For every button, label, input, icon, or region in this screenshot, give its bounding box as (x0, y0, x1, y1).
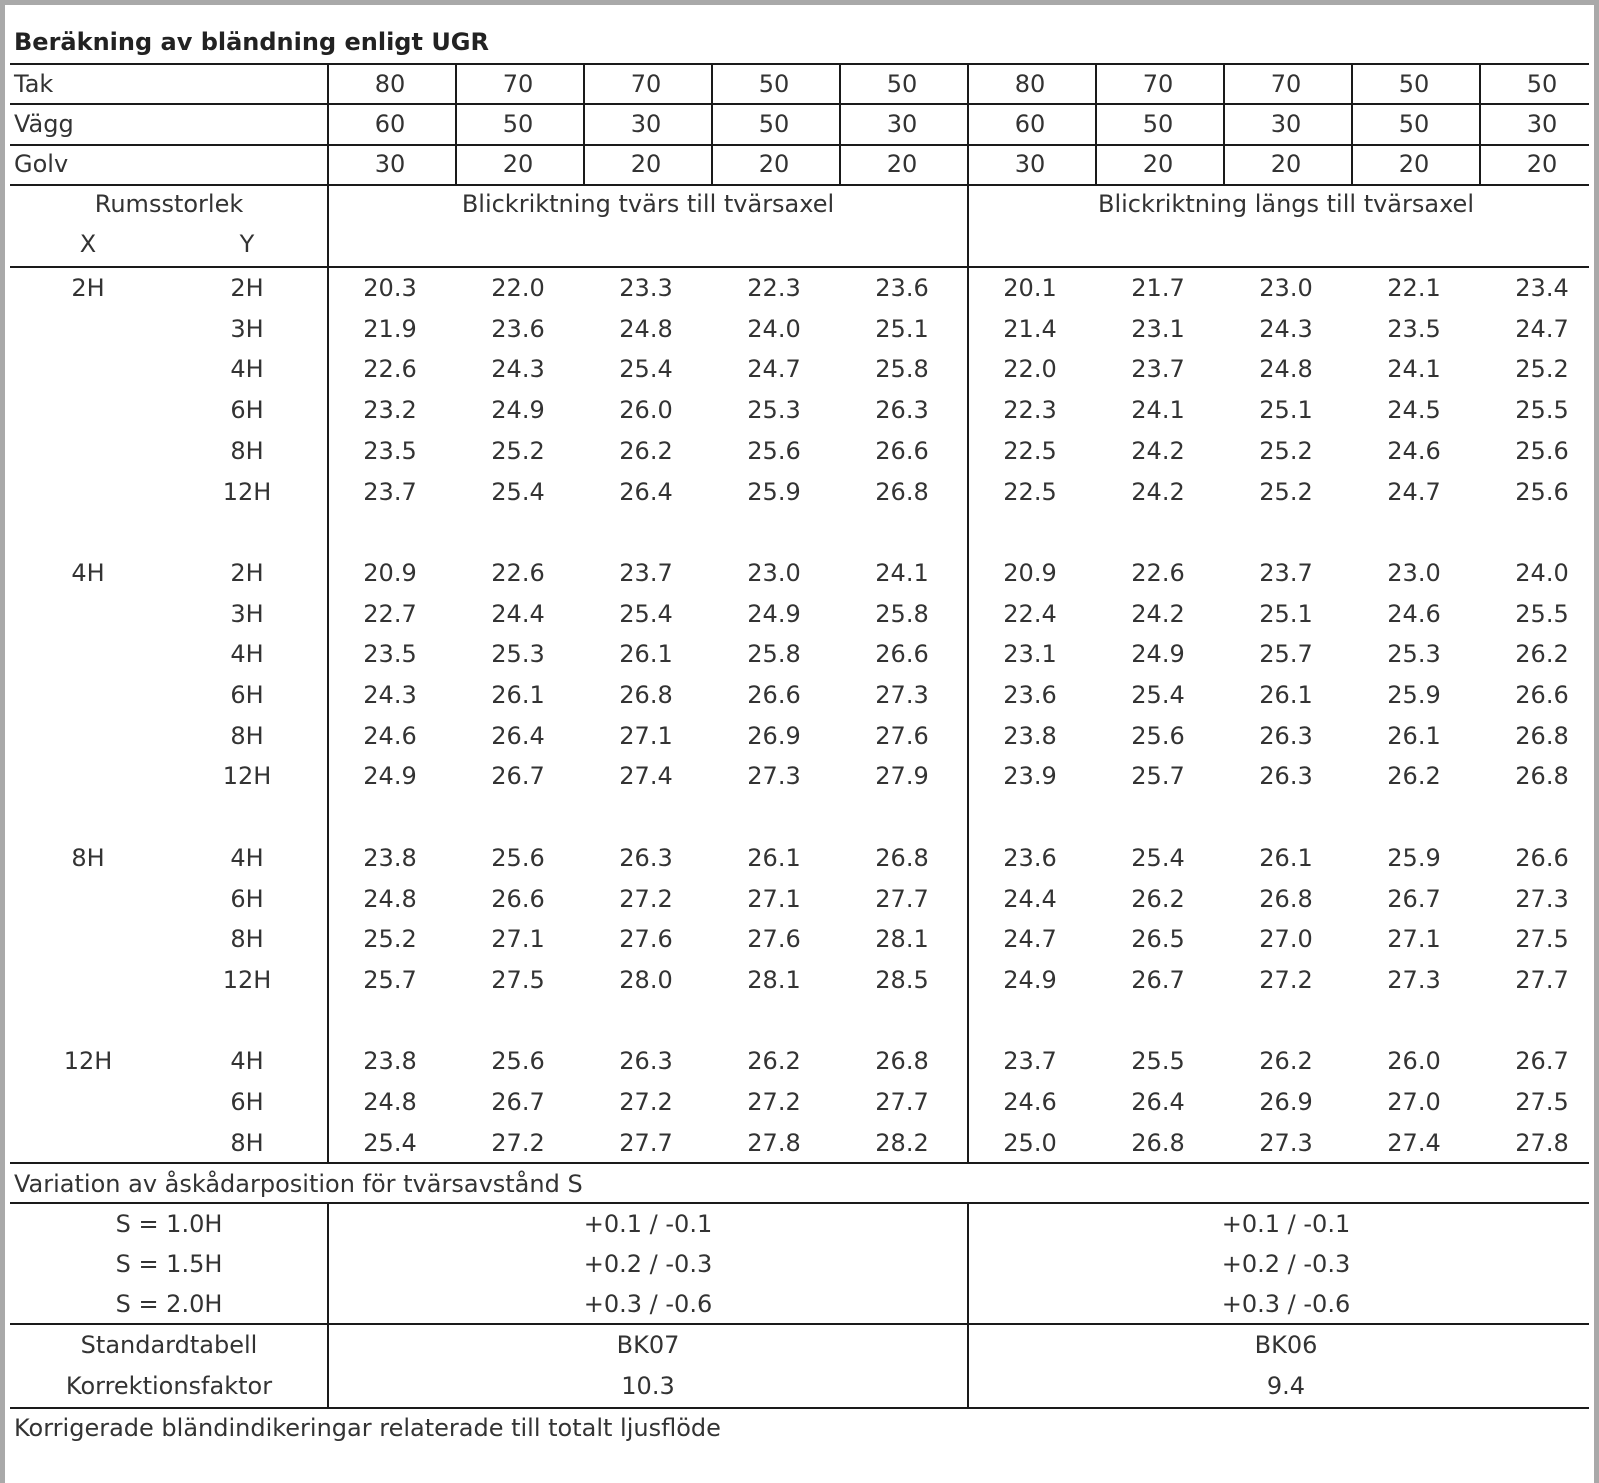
rule (1095, 63, 1097, 184)
ugr-value-cell: 23.9 (1003, 762, 1057, 790)
reflectance-cell: 20 (630, 150, 662, 178)
ugr-value-cell: 21.7 (1131, 274, 1185, 302)
reflectance-cell: 50 (758, 110, 790, 138)
reflectance-cell: 20 (1270, 150, 1302, 178)
rule (839, 63, 841, 184)
ugr-value-cell: 25.0 (1003, 1129, 1057, 1157)
ugr-value-cell: 26.1 (1387, 722, 1441, 750)
ugr-value-cell: 24.9 (491, 396, 545, 424)
rule (10, 266, 1589, 268)
reflectance-cell: 50 (502, 110, 534, 138)
room-x-value: 12H (63, 1047, 113, 1075)
ugr-value-cell: 23.7 (619, 559, 673, 587)
ugr-value-cell: 25.6 (491, 1047, 545, 1075)
ugr-value-cell: 26.7 (1387, 885, 1441, 913)
ugr-value-cell: 23.8 (363, 1047, 417, 1075)
direction-header-along: Blickriktning längs till tvärsaxel (1098, 190, 1474, 218)
ugr-value-cell: 25.3 (1387, 640, 1441, 668)
ugr-value-cell: 26.2 (1515, 640, 1569, 668)
ugr-value-cell: 24.1 (1387, 355, 1441, 383)
reflectance-cell: 20 (502, 150, 534, 178)
ugr-value-cell: 25.8 (875, 600, 929, 628)
reflectance-cell: 30 (630, 110, 662, 138)
footer-note: Korrigerade bländindikeringar relaterade till totalt ljusflöde (14, 1414, 721, 1442)
reflectance-cell: 30 (1270, 110, 1302, 138)
reflectance-cell: 50 (1526, 70, 1558, 98)
ugr-value-cell: 22.6 (491, 559, 545, 587)
ugr-value-cell: 27.6 (619, 925, 673, 953)
ugr-value-cell: 23.7 (1131, 355, 1185, 383)
ugr-value-cell: 25.4 (1131, 844, 1185, 872)
ugr-value-cell: 23.0 (1387, 559, 1441, 587)
rule (583, 63, 585, 184)
ugr-value-cell: 24.6 (1003, 1088, 1057, 1116)
ugr-value-cell: 24.8 (363, 1088, 417, 1116)
room-y-value: 4H (230, 640, 264, 668)
reflectance-cell: 20 (1142, 150, 1174, 178)
reflectance-cell: 70 (1142, 70, 1174, 98)
correction-across: 10.3 (621, 1372, 675, 1400)
ugr-value-cell: 23.0 (747, 559, 801, 587)
ugr-value-cell: 28.5 (875, 966, 929, 994)
ugr-value-cell: 23.7 (363, 478, 417, 506)
room-y-value: 8H (230, 925, 264, 953)
ugr-value-cell: 26.6 (875, 437, 929, 465)
rule (10, 1202, 1589, 1204)
ugr-value-cell: 21.4 (1003, 315, 1057, 343)
room-y-value: 2H (230, 559, 264, 587)
reflectance-cell: 70 (630, 70, 662, 98)
reflectance-cell: 70 (1270, 70, 1302, 98)
ugr-value-cell: 26.6 (491, 885, 545, 913)
room-y-value: 8H (230, 1129, 264, 1157)
ugr-value-cell: 26.4 (491, 722, 545, 750)
variation-across: +0.1 / -0.1 (583, 1210, 713, 1238)
room-y-value: 2H (230, 274, 264, 302)
rule (455, 63, 457, 184)
ugr-value-cell: 23.1 (1003, 640, 1057, 668)
room-y-value: 8H (230, 722, 264, 750)
ugr-value-cell: 24.2 (1131, 600, 1185, 628)
ugr-value-cell: 28.0 (619, 966, 673, 994)
reflectance-cell: 50 (1398, 70, 1430, 98)
room-y-value: 4H (230, 1047, 264, 1075)
rule (10, 184, 1589, 186)
reflectance-cell: 50 (758, 70, 790, 98)
ugr-value-cell: 26.3 (619, 844, 673, 872)
rule (10, 1407, 1589, 1409)
ugr-value-cell: 24.1 (1131, 396, 1185, 424)
ugr-value-cell: 28.1 (875, 925, 929, 953)
ugr-value-cell: 23.5 (363, 640, 417, 668)
ugr-value-cell: 26.1 (619, 640, 673, 668)
ugr-value-cell: 27.7 (1515, 966, 1569, 994)
room-x-value: 4H (71, 559, 105, 587)
reflectance-cell: 20 (886, 150, 918, 178)
ugr-value-cell: 25.2 (1259, 478, 1313, 506)
reflectance-cell: 50 (1142, 110, 1174, 138)
ugr-value-cell: 24.6 (363, 722, 417, 750)
ugr-value-cell: 25.2 (1515, 355, 1569, 383)
ugr-value-cell: 25.2 (491, 437, 545, 465)
ugr-value-cell: 25.4 (619, 600, 673, 628)
ugr-value-cell: 25.9 (1387, 844, 1441, 872)
room-y-value: 3H (230, 315, 264, 343)
ugr-value-cell: 27.6 (747, 925, 801, 953)
ugr-value-cell: 25.5 (1131, 1047, 1185, 1075)
ugr-value-cell: 28.1 (747, 966, 801, 994)
ugr-value-cell: 26.6 (875, 640, 929, 668)
row-label: Golv (14, 150, 69, 178)
ugr-value-cell: 26.3 (619, 1047, 673, 1075)
correction-label: Korrektionsfaktor (65, 1372, 273, 1400)
ugr-value-cell: 22.3 (747, 274, 801, 302)
ugr-value-cell: 26.9 (1259, 1088, 1313, 1116)
variation-label: S = 2.0H (115, 1290, 223, 1318)
ugr-value-cell: 24.4 (1003, 885, 1057, 913)
ugr-value-cell: 24.8 (1259, 355, 1313, 383)
table-title: Beräkning av bländning enligt UGR (14, 28, 489, 56)
ugr-value-cell: 24.4 (491, 600, 545, 628)
reflectance-cell: 50 (886, 70, 918, 98)
ugr-value-cell: 25.8 (875, 355, 929, 383)
rule (327, 63, 329, 1162)
ugr-value-cell: 27.7 (875, 1088, 929, 1116)
ugr-value-cell: 26.7 (1515, 1047, 1569, 1075)
ugr-value-cell: 27.3 (1515, 885, 1569, 913)
reflectance-cell: 30 (1014, 150, 1046, 178)
ugr-value-cell: 23.7 (1259, 559, 1313, 587)
ugr-value-cell: 26.2 (1259, 1047, 1313, 1075)
ugr-value-cell: 26.8 (619, 681, 673, 709)
reflectance-cell: 30 (1526, 110, 1558, 138)
reflectance-cell: 20 (1398, 150, 1430, 178)
ugr-value-cell: 26.6 (1515, 844, 1569, 872)
ugr-value-cell: 24.9 (363, 762, 417, 790)
ugr-value-cell: 23.2 (363, 396, 417, 424)
ugr-value-cell: 24.5 (1387, 396, 1441, 424)
ugr-value-cell: 26.9 (747, 722, 801, 750)
ugr-value-cell: 25.6 (1131, 722, 1185, 750)
room-y-value: 6H (230, 396, 264, 424)
ugr-value-cell: 24.3 (1259, 315, 1313, 343)
ugr-value-cell: 24.2 (1131, 437, 1185, 465)
ugr-value-cell: 25.4 (619, 355, 673, 383)
rule (1223, 63, 1225, 184)
ugr-value-cell: 24.9 (1003, 966, 1057, 994)
ugr-value-cell: 26.8 (1515, 762, 1569, 790)
direction-header-across: Blickriktning tvärs till tvärsaxel (461, 190, 835, 218)
ugr-value-cell: 25.8 (747, 640, 801, 668)
ugr-value-cell: 24.8 (363, 885, 417, 913)
rule (1479, 63, 1481, 184)
room-y-value: 12H (222, 762, 272, 790)
ugr-value-cell: 27.7 (875, 885, 929, 913)
ugr-value-cell: 23.3 (619, 274, 673, 302)
ugr-value-cell: 24.6 (1387, 600, 1441, 628)
reflectance-cell: 80 (1014, 70, 1046, 98)
ugr-value-cell: 23.6 (491, 315, 545, 343)
rule (711, 63, 713, 184)
ugr-value-cell: 26.7 (491, 1088, 545, 1116)
room-y-value: 6H (230, 885, 264, 913)
ugr-value-cell: 26.8 (875, 478, 929, 506)
ugr-value-cell: 25.5 (1515, 600, 1569, 628)
standard-along: BK06 (1254, 1331, 1318, 1359)
room-y-value: 12H (222, 478, 272, 506)
ugr-value-cell: 25.1 (1259, 600, 1313, 628)
ugr-value-cell: 26.1 (1259, 681, 1313, 709)
ugr-value-cell: 25.7 (1259, 640, 1313, 668)
ugr-value-cell: 26.6 (747, 681, 801, 709)
room-y-label: Y (239, 230, 255, 258)
ugr-value-cell: 27.2 (619, 885, 673, 913)
ugr-value-cell: 26.4 (619, 478, 673, 506)
reflectance-cell: 60 (374, 110, 406, 138)
ugr-value-cell: 26.2 (619, 437, 673, 465)
ugr-value-cell: 26.2 (747, 1047, 801, 1075)
ugr-value-cell: 25.1 (1259, 396, 1313, 424)
ugr-value-cell: 23.6 (875, 274, 929, 302)
ugr-value-cell: 24.9 (747, 600, 801, 628)
ugr-value-cell: 27.2 (619, 1088, 673, 1116)
ugr-value-cell: 24.6 (1387, 437, 1441, 465)
ugr-value-cell: 24.2 (1131, 478, 1185, 506)
ugr-value-cell: 25.9 (747, 478, 801, 506)
ugr-value-cell: 28.2 (875, 1129, 929, 1157)
ugr-value-cell: 27.1 (747, 885, 801, 913)
row-label: Vägg (14, 110, 74, 138)
ugr-value-cell: 25.6 (747, 437, 801, 465)
ugr-value-cell: 26.7 (491, 762, 545, 790)
reflectance-cell: 30 (374, 150, 406, 178)
ugr-value-cell: 24.0 (1515, 559, 1569, 587)
ugr-value-cell: 23.8 (363, 844, 417, 872)
room-size-label: Rumsstorlek (94, 190, 244, 218)
ugr-value-cell: 27.6 (875, 722, 929, 750)
room-y-value: 12H (222, 966, 272, 994)
reflectance-cell: 20 (1526, 150, 1558, 178)
ugr-value-cell: 26.8 (875, 844, 929, 872)
ugr-value-cell: 27.4 (619, 762, 673, 790)
ugr-value-cell: 23.4 (1515, 274, 1569, 302)
ugr-value-cell: 26.8 (875, 1047, 929, 1075)
row-label: Tak (14, 70, 54, 98)
ugr-value-cell: 24.0 (747, 315, 801, 343)
variation-label: S = 1.0H (115, 1210, 223, 1238)
ugr-value-cell: 25.5 (1515, 396, 1569, 424)
rule (967, 1202, 969, 1407)
ugr-value-cell: 22.6 (1131, 559, 1185, 587)
ugr-value-cell: 22.5 (1003, 478, 1057, 506)
ugr-value-cell: 26.8 (1259, 885, 1313, 913)
ugr-value-cell: 23.7 (1003, 1047, 1057, 1075)
reflectance-cell: 80 (374, 70, 406, 98)
room-y-value: 8H (230, 437, 264, 465)
ugr-value-cell: 22.6 (363, 355, 417, 383)
ugr-value-cell: 22.7 (363, 600, 417, 628)
ugr-value-cell: 24.7 (1515, 315, 1569, 343)
ugr-value-cell: 26.5 (1131, 925, 1185, 953)
ugr-value-cell: 27.3 (1387, 966, 1441, 994)
reflectance-cell: 20 (758, 150, 790, 178)
ugr-value-cell: 21.9 (363, 315, 417, 343)
ugr-value-cell: 23.1 (1131, 315, 1185, 343)
room-x-value: 8H (71, 844, 105, 872)
ugr-value-cell: 25.3 (747, 396, 801, 424)
room-y-value: 6H (230, 1088, 264, 1116)
ugr-value-cell: 27.2 (491, 1129, 545, 1157)
variation-along: +0.2 / -0.3 (1221, 1250, 1351, 1278)
ugr-value-cell: 26.2 (1387, 762, 1441, 790)
ugr-value-cell: 23.0 (1259, 274, 1313, 302)
ugr-value-cell: 27.0 (1387, 1088, 1441, 1116)
room-y-value: 3H (230, 600, 264, 628)
ugr-value-cell: 27.5 (1515, 925, 1569, 953)
ugr-value-cell: 27.2 (1259, 966, 1313, 994)
ugr-value-cell: 25.9 (1387, 681, 1441, 709)
room-y-value: 4H (230, 844, 264, 872)
ugr-value-cell: 25.7 (1131, 762, 1185, 790)
ugr-value-cell: 24.9 (1131, 640, 1185, 668)
ugr-value-cell: 26.1 (747, 844, 801, 872)
ugr-value-cell: 25.4 (491, 478, 545, 506)
ugr-value-cell: 26.1 (491, 681, 545, 709)
ugr-value-cell: 26.2 (1131, 885, 1185, 913)
ugr-value-cell: 23.5 (1387, 315, 1441, 343)
ugr-value-cell: 27.5 (1515, 1088, 1569, 1116)
ugr-value-cell: 25.4 (363, 1129, 417, 1157)
ugr-value-cell: 26.8 (1131, 1129, 1185, 1157)
ugr-value-cell: 20.9 (363, 559, 417, 587)
variation-title: Variation av åskådarposition för tvärsavstånd S (14, 1170, 583, 1198)
ugr-value-cell: 20.1 (1003, 274, 1057, 302)
ugr-value-cell: 26.1 (1259, 844, 1313, 872)
ugr-value-cell: 27.8 (1515, 1129, 1569, 1157)
ugr-value-cell: 25.6 (1515, 437, 1569, 465)
ugr-value-cell: 25.6 (491, 844, 545, 872)
reflectance-cell: 60 (1014, 110, 1046, 138)
reflectance-cell: 30 (886, 110, 918, 138)
ugr-value-cell: 26.3 (1259, 762, 1313, 790)
ugr-value-cell: 24.7 (1387, 478, 1441, 506)
ugr-value-cell: 27.3 (747, 762, 801, 790)
standard-across: BK07 (616, 1331, 680, 1359)
ugr-value-cell: 22.4 (1003, 600, 1057, 628)
ugr-value-cell: 23.6 (1003, 844, 1057, 872)
ugr-value-cell: 27.1 (1387, 925, 1441, 953)
variation-along: +0.3 / -0.6 (1221, 1290, 1351, 1318)
ugr-value-cell: 24.7 (747, 355, 801, 383)
ugr-value-cell: 27.3 (1259, 1129, 1313, 1157)
variation-along: +0.1 / -0.1 (1221, 1210, 1351, 1238)
ugr-value-cell: 20.9 (1003, 559, 1057, 587)
ugr-value-cell: 22.5 (1003, 437, 1057, 465)
rule (10, 1162, 1589, 1164)
ugr-value-cell: 26.8 (1515, 722, 1569, 750)
ugr-value-cell: 27.4 (1387, 1129, 1441, 1157)
reflectance-cell: 50 (1398, 110, 1430, 138)
reflectance-cell: 70 (502, 70, 534, 98)
ugr-value-cell: 25.4 (1131, 681, 1185, 709)
room-x-label: X (79, 230, 97, 258)
ugr-value-cell: 23.8 (1003, 722, 1057, 750)
ugr-value-cell: 26.7 (1131, 966, 1185, 994)
ugr-value-cell: 24.3 (491, 355, 545, 383)
ugr-value-cell: 24.3 (363, 681, 417, 709)
ugr-value-cell: 20.3 (363, 274, 417, 302)
ugr-value-cell: 25.7 (363, 966, 417, 994)
rule (967, 63, 969, 1162)
ugr-value-cell: 25.6 (1515, 478, 1569, 506)
ugr-value-cell: 27.1 (619, 722, 673, 750)
ugr-value-cell: 27.8 (747, 1129, 801, 1157)
ugr-value-cell: 26.0 (1387, 1047, 1441, 1075)
ugr-value-cell: 24.1 (875, 559, 929, 587)
ugr-value-cell: 25.3 (491, 640, 545, 668)
ugr-value-cell: 25.2 (1259, 437, 1313, 465)
ugr-value-cell: 22.3 (1003, 396, 1057, 424)
room-y-value: 4H (230, 355, 264, 383)
ugr-value-cell: 25.1 (875, 315, 929, 343)
room-x-value: 2H (71, 274, 105, 302)
ugr-value-cell: 27.7 (619, 1129, 673, 1157)
ugr-value-cell: 27.1 (491, 925, 545, 953)
ugr-value-cell: 22.1 (1387, 274, 1441, 302)
ugr-value-cell: 25.2 (363, 925, 417, 953)
standard-label: Standardtabell (80, 1331, 258, 1359)
ugr-value-cell: 27.3 (875, 681, 929, 709)
ugr-value-cell: 27.2 (747, 1088, 801, 1116)
ugr-value-cell: 26.6 (1515, 681, 1569, 709)
variation-across: +0.2 / -0.3 (583, 1250, 713, 1278)
ugr-value-cell: 27.9 (875, 762, 929, 790)
ugr-value-cell: 24.8 (619, 315, 673, 343)
ugr-value-cell: 27.5 (491, 966, 545, 994)
rule (327, 1202, 329, 1407)
ugr-value-cell: 26.4 (1131, 1088, 1185, 1116)
room-y-value: 6H (230, 681, 264, 709)
ugr-value-cell: 26.3 (875, 396, 929, 424)
rule (1351, 63, 1353, 184)
variation-across: +0.3 / -0.6 (583, 1290, 713, 1318)
ugr-value-cell: 26.3 (1259, 722, 1313, 750)
ugr-value-cell: 22.0 (1003, 355, 1057, 383)
ugr-value-cell: 27.0 (1259, 925, 1313, 953)
correction-along: 9.4 (1266, 1372, 1306, 1400)
ugr-value-cell: 22.0 (491, 274, 545, 302)
rule (10, 1323, 1589, 1325)
ugr-value-cell: 23.6 (1003, 681, 1057, 709)
ugr-value-cell: 24.7 (1003, 925, 1057, 953)
ugr-value-cell: 23.5 (363, 437, 417, 465)
variation-label: S = 1.5H (115, 1250, 223, 1278)
ugr-value-cell: 26.0 (619, 396, 673, 424)
